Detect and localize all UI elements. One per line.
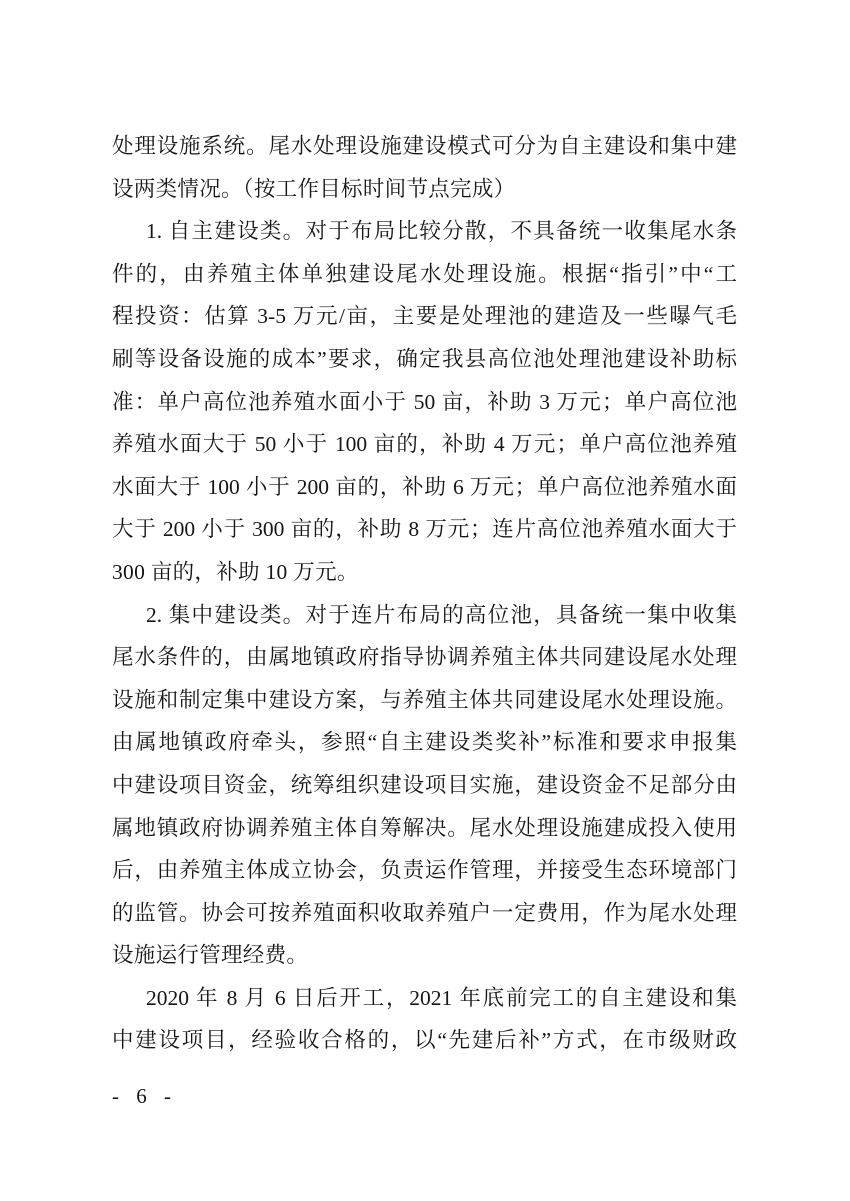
text-line: 尾水条件的，由属地镇政府指导协调养殖主体共同建设尾水处理 <box>112 645 737 670</box>
text-line: 养殖水面大于 50 小于 100 亩的，补助 4 万元；单户高位池养殖 <box>112 432 737 457</box>
text-line: 中建设项目资金，统筹组织建设项目实施，建设资金不足部分由 <box>112 772 737 797</box>
text-line: 2020 年 8 月 6 日后开工，2021 年底前完工的自主建设和集 <box>146 985 737 1010</box>
text-line: 300 亩的，补助 10 万元。 <box>112 559 359 584</box>
text-line: 设两类情况。（按工作目标时间节点完成） <box>112 176 516 201</box>
text-line: 中建设项目，经验收合格的，以“先建后补”方式，在市级财政 <box>112 1028 737 1053</box>
text-line: 由属地镇政府牵头，参照“自主建设类奖补”标准和要求申报集 <box>112 730 737 755</box>
text-line: 处理设施系统。尾水处理设施建设模式可分为自主建设和集中建 <box>112 134 737 158</box>
text-line: 件的，由养殖主体单独建设尾水处理设施。根据“指引”中“工 <box>112 261 737 286</box>
text-line: 属地镇政府协调养殖主体自筹解决。尾水处理设施建成投入使用 <box>112 815 737 840</box>
text-line: 1. 自主建设类。对于布局比较分散，不具备统一收集尾水条 <box>146 219 737 244</box>
text-line: 后，由养殖主体成立协会，负责运作管理，并接受生态环境部门 <box>112 858 737 883</box>
text-line: 的监管。协会可按养殖面积收取养殖户一定费用，作为尾水处理 <box>112 900 737 925</box>
text-line: 程投资：估算 3-5 万元/亩，主要是处理池的建造及一些曝气毛 <box>112 304 737 329</box>
text-line: 准：单户高位池养殖水面小于 50 亩，补助 3 万元；单户高位池 <box>112 389 737 414</box>
text-line: 刷等设备设施的成本”要求，确定我县高位池处理池建设补助标 <box>112 346 737 371</box>
text-line: 设施运行管理经费。 <box>112 943 309 968</box>
text-block <box>112 125 737 1062</box>
text-line: 设施和制定集中建设方案，与养殖主体共同建设尾水处理设施。 <box>112 687 737 712</box>
text-line: 水面大于 100 小于 200 亩的，补助 6 万元；单户高位池养殖水面 <box>112 474 737 499</box>
text-line: 大于 200 小于 300 亩的，补助 8 万元；连片高位池养殖水面大于 <box>112 517 737 542</box>
page-number: - 6 - <box>112 1084 177 1108</box>
text-line: 2. 集中建设类。对于连片布局的高位池，具备统一集中收集 <box>146 602 737 627</box>
